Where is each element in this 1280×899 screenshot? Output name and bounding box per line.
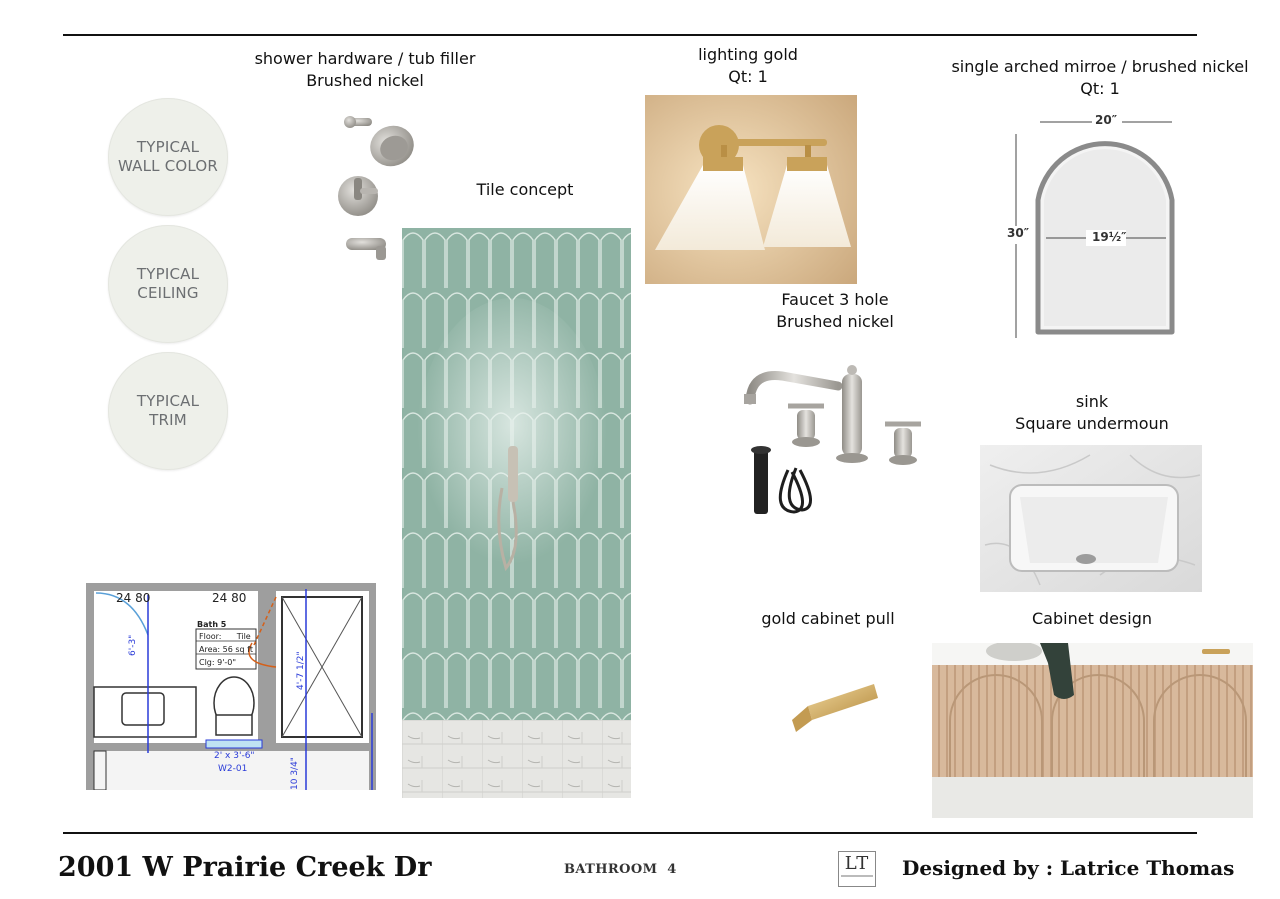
swatch-label-line1: TYPICAL [136,138,200,156]
plan-room-name: Bath 5 [197,620,227,629]
sink-caption-line1: sink [1075,392,1109,411]
swatch-label-line2: CEILING [137,284,199,302]
mirror-caption-line1: single arched mirroe / brushed nickel [951,57,1249,76]
project-address: 2001 W Prairie Creek Dr [58,852,432,883]
ceiling-swatch [108,225,228,343]
shower-head-icon [344,116,420,172]
plan-dim-label: 4'-7 1/2" [296,651,306,690]
cabinet-caption: Cabinet design [1032,609,1152,628]
lighting-image [645,95,857,284]
swatch-label-line2: WALL COLOR [117,157,219,175]
shower-caption [245,48,485,92]
plan-window-tag: W2-01 [218,764,248,774]
mirror-caption-line2: Qt: 1 [1080,79,1120,98]
lighting-caption-line1: lighting gold [698,45,798,64]
drain-icon [751,446,771,514]
trim-swatch [108,352,228,470]
supply-hoses-icon [780,468,810,512]
logo-text: LT [844,853,870,874]
plan-clg-label: Clg: 9'-0" [199,658,237,667]
faucet-caption [760,289,910,333]
designer-credit: Designed by : Latrice Thomas [902,856,1235,880]
plan-dim-label: 10 3/4" [290,757,300,790]
mirror-caption [940,56,1260,100]
pull-handle-icon [792,684,878,732]
designer-logo [838,851,876,887]
swatch-label-line2: TRIM [149,411,187,429]
faucet-caption-line2: Brushed nickel [776,312,894,331]
logo-underline [841,875,873,877]
cabinet-design-image [932,643,1253,818]
plan-dim-label: 6'-3" [128,634,138,656]
plan-floor-label: Floor: Tile [199,632,251,641]
top-divider [63,34,1197,36]
plan-window-label: 2' x 3'-6" [214,751,255,761]
pull-caption: gold cabinet pull [761,609,895,628]
faucet-image [742,360,937,520]
plan-area-label: Area: 56 sq ft [199,645,253,654]
sink-image [980,445,1202,592]
swatch-label-line1: TYPICAL [136,265,200,283]
shower-valve-icon [338,176,378,216]
faucet-caption-line1: Faucet 3 hole [781,290,889,309]
plan-dim-label: 24 80 [212,591,247,605]
tub-spout-icon [346,238,386,260]
lighting-caption-line2: Qt: 1 [728,67,768,86]
mirror-height-label: 30″ [1007,226,1030,240]
swatch-label-line1: TYPICAL [136,392,200,410]
sink-caption [1002,391,1182,435]
cabinet-pull-image [788,678,882,738]
mirror-inner-label: 19½″ [1092,230,1127,244]
sink-caption-line2: Square undermoun [1015,414,1169,433]
lighting-caption [678,44,818,88]
tile-caption: Tile concept [476,180,574,199]
room-title: BATHROOM 4 [564,862,677,877]
shower-caption-line1: shower hardware / tub filler [254,49,476,68]
plan-dim-label: 24 80 [116,591,151,605]
bottom-divider [63,832,1197,834]
undermount-sink-icon [1010,485,1178,571]
mirror-width-label: 20″ [1095,113,1118,127]
vanity-cabinet-icon [932,643,1253,777]
shower-caption-line2: Brushed nickel [306,71,424,90]
tile-concept-image [402,228,631,798]
wall-color-swatch [108,98,228,216]
